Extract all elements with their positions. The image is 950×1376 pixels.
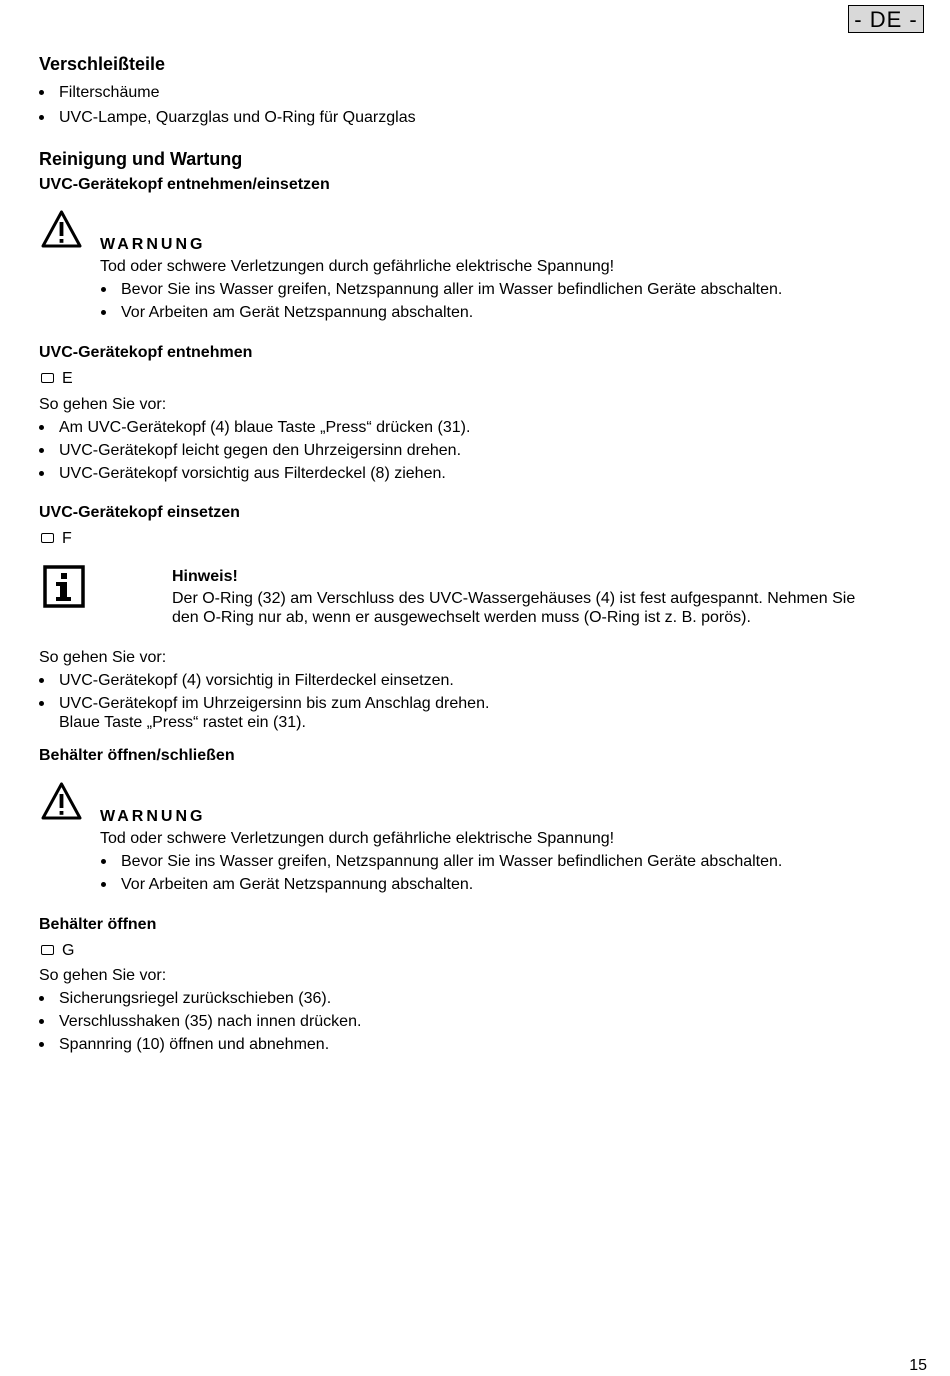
warning-title: WARNUNG [100, 236, 206, 253]
bullet [101, 859, 106, 864]
maintenance-subheading: UVC-Gerätekopf entnehmen/einsetzen [39, 176, 330, 193]
list-item: UVC-Lampe, Quarzglas und O-Ring für Quarzglas [59, 109, 416, 126]
note-title: Hinweis! [172, 568, 238, 585]
warning-triangle-icon [40, 781, 83, 821]
bullet [39, 471, 44, 476]
bullet [39, 448, 44, 453]
page-number: 15 [909, 1357, 927, 1374]
note-text: Der O-Ring (32) am Verschluss des UVC-Wassergehäuses (4) ist fest aufgespannt. Nehmen Sie [172, 590, 856, 607]
steps-intro: So gehen Sie vor: [39, 967, 167, 984]
steps-intro: So gehen Sie vor: [39, 396, 167, 413]
bullet [39, 678, 44, 683]
step-item: Sicherungsriegel zurückschieben (36). [59, 990, 332, 1007]
bullet [39, 425, 44, 430]
step-item: UVC-Gerätekopf (4) vorsichtig in Filterdeckel einsetzen. [59, 672, 454, 689]
step-item: Am UVC-Gerätekopf (4) blaue Taste „Press“ drücken (31). [59, 419, 471, 436]
bullet [39, 996, 44, 1001]
step-item: UVC-Gerätekopf vorsichtig aus Filterdeckel (8) ziehen. [59, 465, 446, 482]
remove-head-heading: UVC-Gerätekopf entnehmen [39, 344, 253, 361]
open-container-heading: Behälter öffnen [39, 916, 157, 933]
warning-item: Vor Arbeiten am Gerät Netzspannung abschalten. [121, 876, 474, 893]
bullet [101, 287, 106, 292]
language-tab: - DE - [848, 5, 924, 33]
step-item: UVC-Gerätekopf im Uhrzeigersinn bis zum Anschlag drehen. [59, 695, 490, 712]
bullet [39, 1042, 44, 1047]
figure-reference-icon [41, 533, 54, 543]
warning-item: Vor Arbeiten am Gerät Netzspannung abschalten. [121, 304, 474, 321]
bullet [39, 701, 44, 706]
bullet [101, 882, 106, 887]
warning-triangle-icon [40, 209, 83, 249]
maintenance-heading: Reinigung und Wartung [39, 149, 243, 169]
step-item: Spannring (10) öffnen und abnehmen. [59, 1036, 330, 1053]
steps-intro: So gehen Sie vor: [39, 649, 167, 666]
warning-text: Tod oder schwere Verletzungen durch gefährliche elektrische Spannung! [100, 258, 615, 275]
bullet [39, 1019, 44, 1024]
insert-head-heading: UVC-Gerätekopf einsetzen [39, 504, 240, 521]
warning-title: WARNUNG [100, 808, 206, 825]
figure-reference: E [62, 370, 73, 387]
warning-item: Bevor Sie ins Wasser greifen, Netzspannung aller im Wasser befindlichen Geräte abschalten. [121, 281, 783, 298]
warning-item: Bevor Sie ins Wasser greifen, Netzspannung aller im Wasser befindlichen Geräte abschalten. [121, 853, 783, 870]
container-heading: Behälter öffnen/schließen [39, 747, 235, 764]
step-item: UVC-Gerätekopf leicht gegen den Uhrzeigersinn drehen. [59, 442, 462, 459]
note-text: den O-Ring nur ab, wenn er ausgewechselt werden muss (O-Ring ist z. B. porös). [172, 609, 751, 626]
bullet [39, 90, 44, 95]
bullet [101, 310, 106, 315]
bullet [39, 115, 44, 120]
list-item: Filterschäume [59, 84, 160, 101]
figure-reference-icon [41, 945, 54, 955]
warning-text: Tod oder schwere Verletzungen durch gefährliche elektrische Spannung! [100, 830, 615, 847]
step-item-continuation: Blaue Taste „Press“ rastet ein (31). [59, 714, 306, 731]
step-item: Verschlusshaken (35) nach innen drücken. [59, 1013, 362, 1030]
figure-reference: F [62, 530, 72, 547]
wear-parts-heading: Verschleißteile [39, 54, 166, 74]
figure-reference-icon [41, 373, 54, 383]
info-icon [43, 565, 85, 608]
figure-reference: G [62, 942, 75, 959]
